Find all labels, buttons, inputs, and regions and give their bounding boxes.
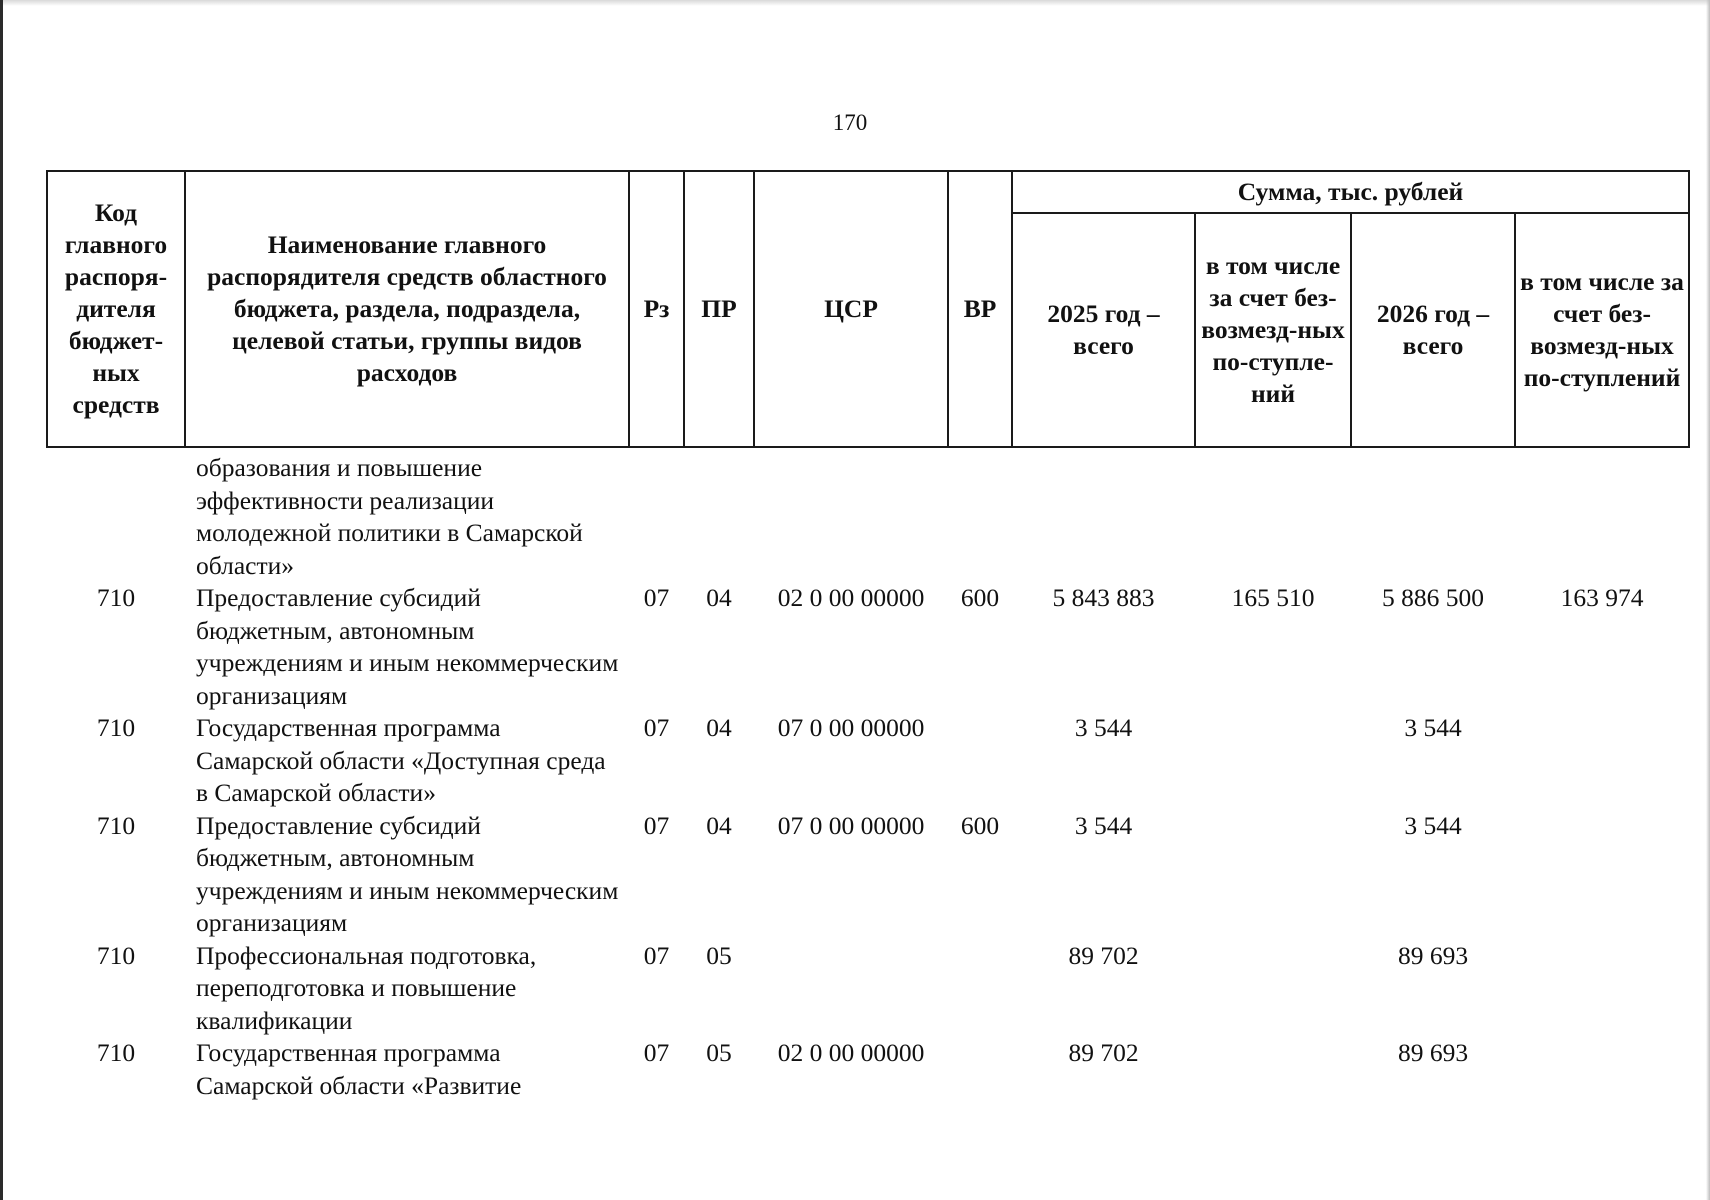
cell-pr: 04 bbox=[706, 713, 732, 742]
cell-2026-free: 163 974 bbox=[1560, 583, 1644, 612]
cell-2026-total bbox=[1351, 447, 1515, 582]
cell-name: Предоставление субсидий бюджетным, автономным учреждениям и иным некоммерческим организациям bbox=[196, 583, 619, 710]
scan-left-edge bbox=[0, 0, 3, 1200]
cell-rz: 07 bbox=[643, 810, 670, 840]
cell-vr bbox=[948, 1037, 1012, 1102]
cell-vr: 600 bbox=[960, 810, 1000, 840]
cell-code: 710 bbox=[96, 940, 136, 970]
cell-2026-free bbox=[1515, 810, 1689, 940]
cell-vr bbox=[948, 940, 1012, 1038]
table-body bbox=[47, 447, 1689, 1102]
cell-2025-free bbox=[1195, 1037, 1351, 1102]
table-row bbox=[47, 940, 1689, 1038]
header-2025-total: 2025 год – всего bbox=[1012, 213, 1195, 447]
header-vr: ВР bbox=[948, 171, 1012, 447]
cell-pr bbox=[684, 447, 754, 582]
table-header bbox=[47, 171, 1689, 447]
cell-name: Государственная программа Самарской области «Доступная среда в Самарской области» bbox=[196, 713, 606, 807]
cell-2026-total: 5 886 500 bbox=[1382, 583, 1484, 612]
page-number: 170 bbox=[832, 110, 868, 135]
header-csr: ЦСР bbox=[754, 171, 948, 447]
table-row bbox=[47, 810, 1689, 940]
cell-2026-total: 89 693 bbox=[1397, 940, 1469, 970]
cell-rz: 07 bbox=[643, 940, 670, 970]
cell-vr bbox=[948, 712, 1012, 810]
cell-rz: 07 bbox=[643, 1038, 670, 1067]
cell-vr bbox=[948, 447, 1012, 582]
cell-name: Государственная программа Самарской области «Развитие bbox=[196, 1038, 522, 1100]
cell-2026-free bbox=[1515, 940, 1689, 1038]
cell-code: 710 bbox=[96, 810, 136, 840]
cell-name: Профессиональная подготовка, переподготовка и повышение квалификации bbox=[196, 940, 537, 1035]
header-rz: Рз bbox=[629, 171, 684, 447]
header-2026-free: в том числе за счет без-возмезд-ных по-ступлений bbox=[1515, 213, 1689, 447]
cell-csr: 02 0 00 00000 bbox=[777, 583, 925, 612]
cell-2025-total: 3 544 bbox=[1074, 713, 1133, 742]
cell-vr: 600 bbox=[960, 583, 1000, 612]
cell-code bbox=[47, 447, 185, 582]
cell-2026-total: 3 544 bbox=[1404, 810, 1462, 840]
cell-code: 710 bbox=[96, 583, 136, 612]
cell-pr: 04 bbox=[706, 810, 732, 840]
table-row bbox=[47, 447, 1689, 582]
cell-code: 710 bbox=[96, 713, 136, 742]
cell-pr: 05 bbox=[706, 940, 732, 970]
budget-table bbox=[46, 170, 1690, 1102]
cell-2025-free bbox=[1195, 447, 1351, 582]
cell-2025-total: 89 702 bbox=[1068, 1038, 1139, 1067]
cell-2025-total: 3 544 bbox=[1074, 810, 1133, 840]
header-pr: ПР bbox=[684, 171, 754, 447]
cell-name: образования и повышение эффективности реализации молодежной политики в Самарской области» bbox=[196, 453, 583, 580]
cell-csr bbox=[754, 940, 948, 1038]
cell-2025-total: 89 702 bbox=[1068, 940, 1139, 970]
header-code: Код главного распоря-дителя бюджет-ных средств bbox=[47, 171, 185, 447]
cell-pr: 05 bbox=[706, 1038, 732, 1067]
cell-rz: 07 bbox=[643, 713, 670, 742]
table-row bbox=[47, 712, 1689, 810]
cell-csr: 07 0 00 00000 bbox=[777, 713, 925, 742]
cell-pr: 04 bbox=[706, 583, 732, 612]
cell-2025-total: 5 843 883 bbox=[1052, 583, 1155, 612]
table-row bbox=[47, 582, 1689, 712]
cell-2025-free bbox=[1195, 940, 1351, 1038]
header-name: Наименование главного распорядителя средств областного бюджета, раздела, подраздела, целевой статьи, группы видов расходов bbox=[185, 171, 629, 447]
cell-2026-free bbox=[1515, 712, 1689, 810]
cell-2026-total: 3 544 bbox=[1404, 713, 1462, 742]
cell-code: 710 bbox=[96, 1038, 136, 1067]
cell-rz: 07 bbox=[643, 583, 670, 612]
scan-right-edge bbox=[1706, 0, 1710, 1200]
cell-2025-total bbox=[1012, 447, 1195, 582]
cell-rz bbox=[629, 447, 684, 582]
cell-2025-free: 165 510 bbox=[1231, 583, 1315, 612]
header-sum-group: Сумма, тыс. рублей bbox=[1012, 171, 1689, 213]
cell-csr bbox=[754, 447, 948, 582]
header-2025-free: в том числе за счет без-возмезд-ных по-ступле-ний bbox=[1195, 213, 1351, 447]
scan-top-edge bbox=[0, 0, 1710, 6]
cell-name: Предоставление субсидий бюджетным, автономным учреждениям и иным некоммерческим организациям bbox=[196, 810, 619, 937]
header-2026-total: 2026 год – всего bbox=[1351, 213, 1515, 447]
cell-2026-total: 89 693 bbox=[1397, 1038, 1469, 1067]
cell-csr: 07 0 00 00000 bbox=[777, 810, 925, 840]
cell-2025-free bbox=[1195, 810, 1351, 940]
cell-2026-free bbox=[1515, 1037, 1689, 1102]
cell-2025-free bbox=[1195, 712, 1351, 810]
cell-2026-free bbox=[1515, 447, 1689, 582]
cell-csr: 02 0 00 00000 bbox=[777, 1038, 925, 1067]
table-row bbox=[47, 1037, 1689, 1102]
